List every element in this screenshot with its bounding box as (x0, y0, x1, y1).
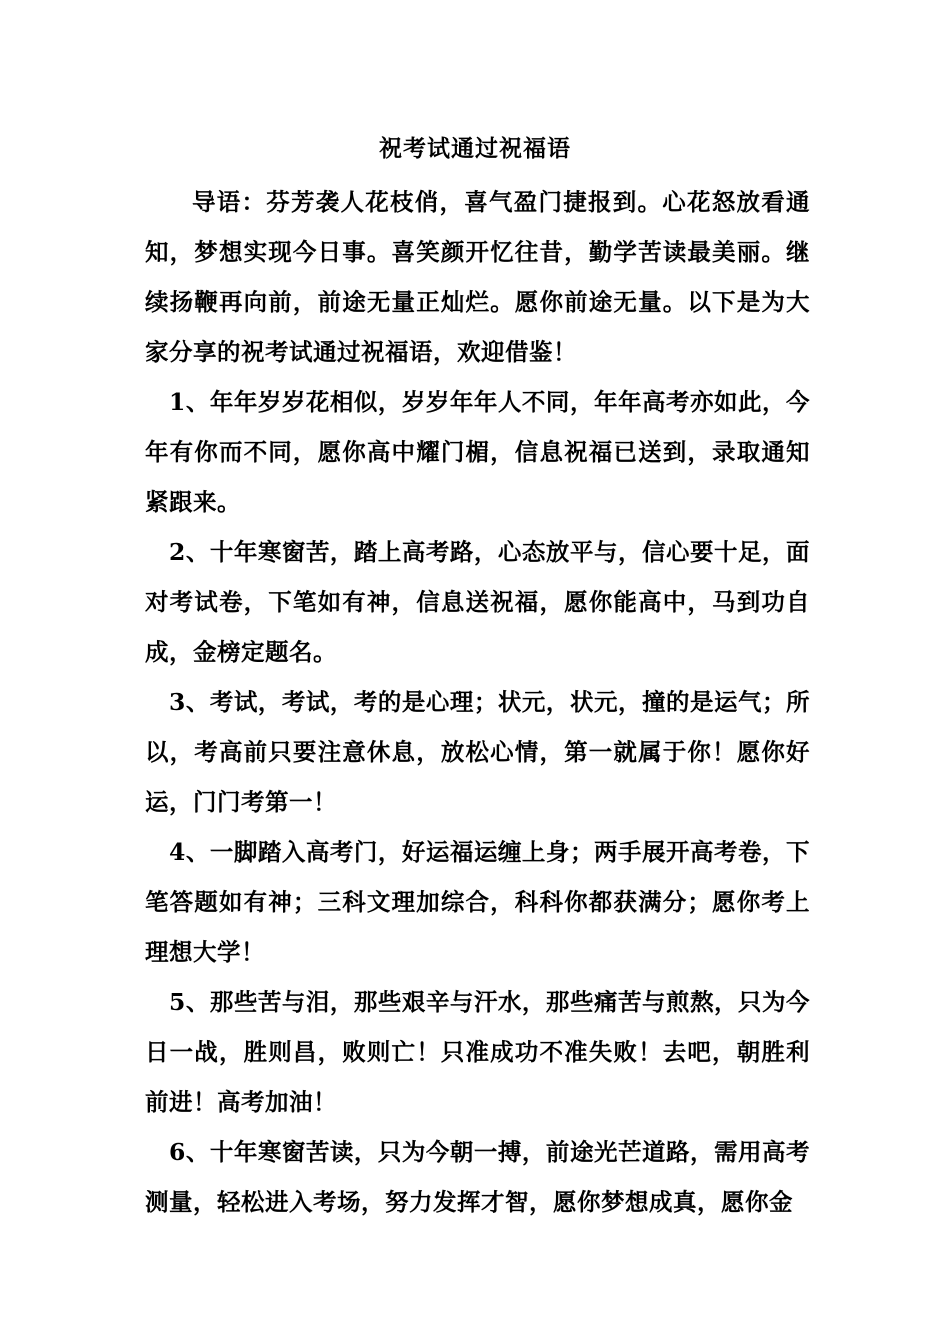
blessing-item-6: 6、十年寒窗苦读，只为今朝一搏，前途光芒道路，需用高考测量，轻松进入考场，努力发挥才智，愿你梦想成真，愿你金 (145, 1138, 810, 1216)
document-title: 祝考试通过祝福语 (379, 135, 571, 162)
blessing-item-4: 4、一脚踏入高考门，好运福运缠上身；两手展开高考卷，下笔答题如有神；三科文理加综合，科科你都获满分；愿你考上理想大学！ (145, 838, 810, 966)
document-body (145, 177, 810, 1227)
blessing-item-1: 1、年年岁岁花相似，岁岁年年人不同，年年高考亦如此，今年有你而不同，愿你高中耀门楣，信息祝福已送到，录取通知紧跟来。 (145, 388, 810, 516)
intro-paragraph: 导语：芬芳袭人花枝俏，喜气盈门捷报到。心花怒放看通知，梦想实现今日事。喜笑颜开忆往昔，勤学苦读最美丽。继续扬鞭再向前，前途无量正灿烂。愿你前途无量。以下是为大家分享的祝考试通过祝福语，欢迎借鉴！ (145, 188, 810, 366)
blessing-item-5: 5、那些苦与泪，那些艰辛与汗水，那些痛苦与煎熬，只为今日一战，胜则昌，败则亡！只准成功不准失败！去吧，朝胜利前进！高考加油！ (145, 988, 810, 1116)
blessing-item-2: 2、十年寒窗苦，踏上高考路，心态放平与，信心要十足，面对考试卷，下笔如有神，信息送祝福，愿你能高中，马到功自成，金榜定题名。 (145, 538, 810, 666)
blessing-item-3: 3、考试，考试，考的是心理；状元，状元，撞的是运气；所以，考高前只要注意休息，放松心情，第一就属于你！愿你好运，门门考第一！ (145, 688, 810, 816)
